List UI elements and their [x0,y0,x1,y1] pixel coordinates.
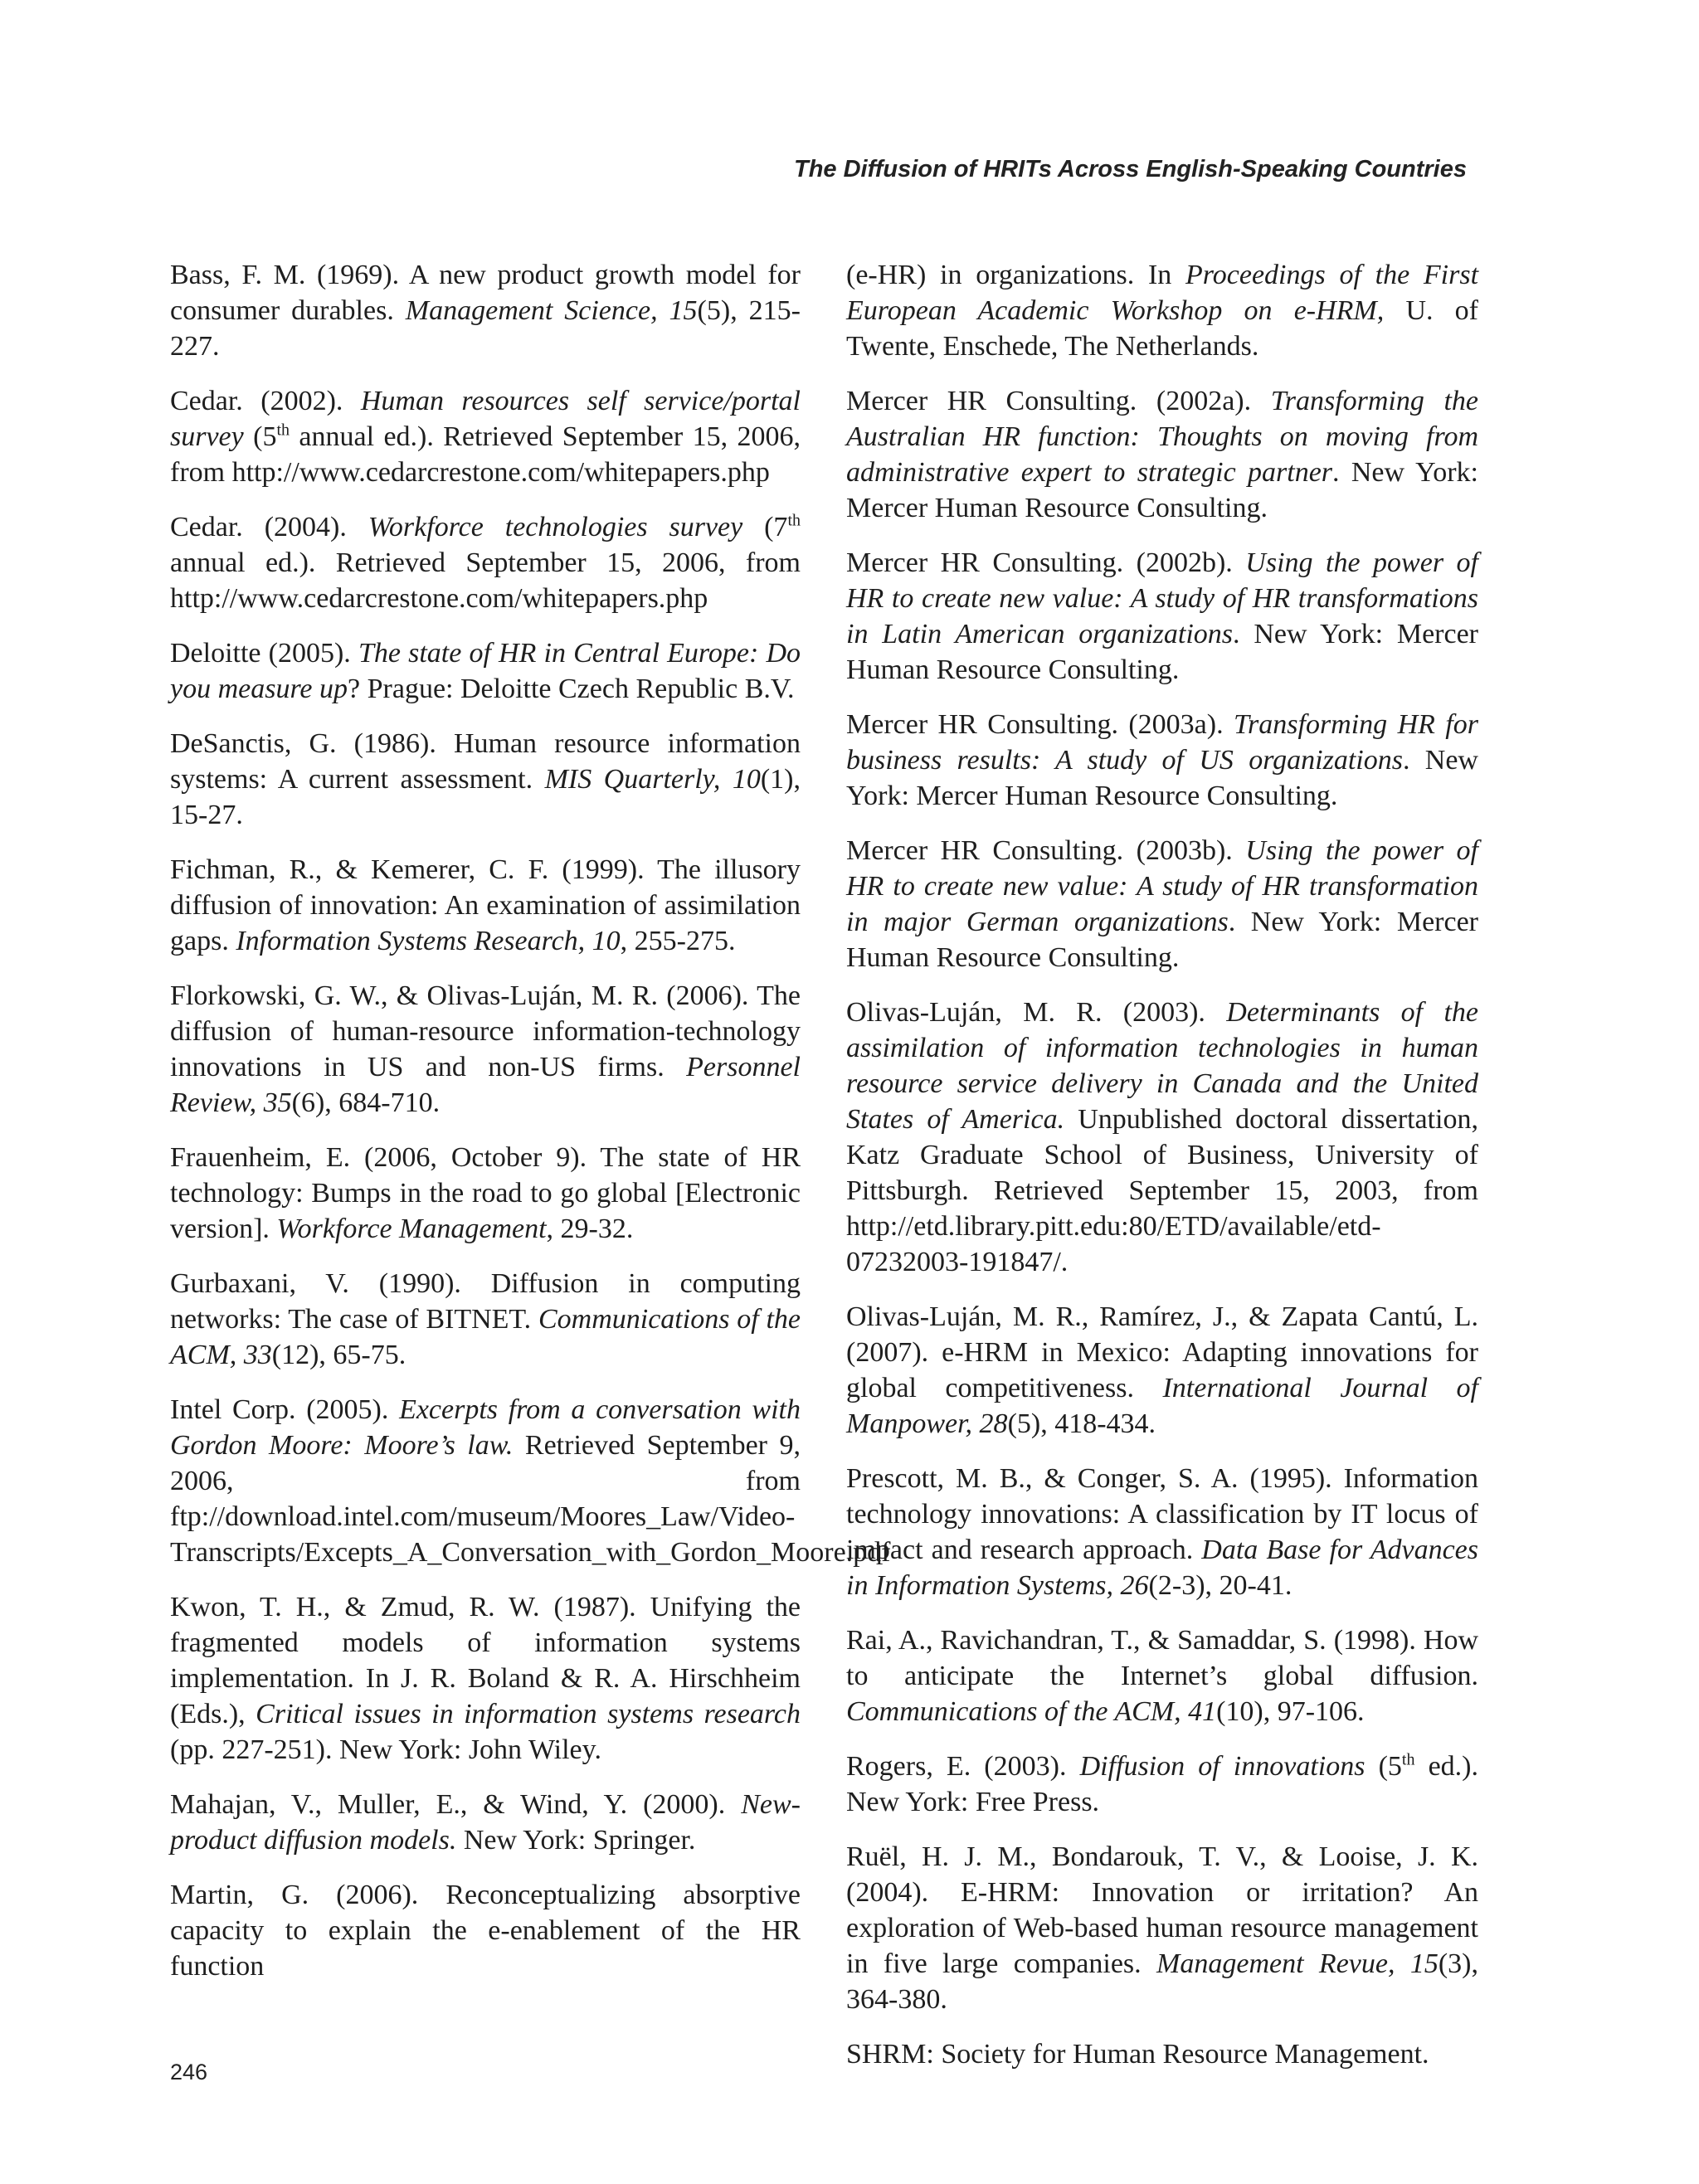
reference-text: (2-3), 20-41. [1148,1570,1293,1601]
reference-text: Unpublished doctoral dissertation, Katz Graduate School of Business, University of Pittsburgh. Retrieved September 15, 2003, from http://etd.library.pitt.edu:80/ETD/available/etd-07232003-191847/. [846,1104,1479,1277]
page-number: 246 [170,2060,208,2084]
superscript: th [1401,1750,1415,1769]
reference-text: Cedar. (2004). [170,512,368,542]
reference-entry [846,1749,1478,1820]
reference-entry [170,383,801,490]
reference-text: . New York: Mercer Human Resource Consulting. [846,907,1478,973]
italic-title: New-product diffusion models. [170,1789,801,1856]
reference-text: , 29-32. [546,1214,634,1244]
italic-title: The state of HR in Central Europe: Do you measure up [170,638,801,704]
reference-text: Florkowski, G. W., & Olivas-Luján, M. R. (2006). The diffusion of human-resource information-technology innovations in US and non-US firms. [170,980,801,1082]
reference-entry [170,1140,801,1247]
reference-text: annual ed.). Retrieved September 15, 2006, from http://www.cedarcrestone.com/whitepapers.php [170,421,801,488]
reference-text: annual ed.). Retrieved September 15, 2006, from http://www.cedarcrestone.com/whitepapers.php [170,547,801,614]
italic-title: Workforce technologies survey [368,512,743,542]
reference-entry [170,852,801,959]
italic-title: Using the power of HR to create new value: A study of HR transformations in Latin American organizations [846,547,1478,649]
reference-entry [170,1392,891,1570]
reference-entry [170,978,801,1121]
italic-title: Management Science, 15 [405,295,698,326]
reference-text: Deloitte (2005). [170,638,358,669]
reference-text: Fichman, R., & Kemerer, C. F. (1999). The illusory diffusion of innovation: An examination of assimilation gaps. [170,854,801,956]
reference-text: Rogers, E. (2003). [846,1751,1080,1782]
reference-text: (5 [1365,1751,1402,1782]
reference-text: Olivas-Luján, M. R. (2003). [846,997,1227,1028]
reference-text: (10), 97-106. [1216,1696,1365,1727]
reference-entry [170,257,801,364]
reference-text: Olivas-Luján, M. R., Ramírez, J., & Zapata Cantú, L. (2007). e-HRM in Mexico: Adapting innovations for global competitiveness. [846,1301,1478,1403]
reference-text: DeSanctis, G. (1986). Human resource information systems: A current assessment. [170,728,801,795]
reference-text: Cedar. (2002). [170,386,361,416]
reference-text: (e-HR) in organizations. In [846,260,1186,290]
reference-text: SHRM: Society for Human Resource Management. [846,2039,1429,2070]
italic-title: International Journal of Manpower, 28 [846,1373,1478,1439]
reference-text: (5), 418-434. [1007,1408,1156,1439]
reference-text: Frauenheim, E. (2006, October 9). The state of HR technology: Bumps in the road to go global [Electronic version]. [170,1142,801,1244]
italic-title: Critical issues in information systems research [256,1699,801,1729]
reference-entry [846,1299,1478,1442]
reference-text: (3), 364-380. [846,1948,1478,2015]
reference-text: Mercer HR Consulting. (2002b). [846,547,1246,578]
reference-text: Gurbaxani, V. (1990). Diffusion in computing networks: The case of BITNET. [170,1268,801,1335]
left-column [170,257,891,2003]
italic-title: Transforming HR for business results: A study of US organizations [846,709,1478,776]
italic-title: Determinants of the assimilation of information technologies in human resource service delivery in Canada and the United States of America. [846,997,1478,1135]
reference-text: Prescott, M. B., & Conger, S. A. (1995). Information technology innovations: A classification by IT locus of impact and research approach. [846,1463,1478,1565]
reference-entry [170,1877,801,1984]
reference-entry [846,1622,1478,1729]
reference-text: Kwon, T. H., & Zmud, R. W. (1987). Unifying the fragmented models of information systems implementation. In J. R. Boland & R. A. Hirschheim (Eds.), [170,1592,801,1729]
reference-entry [846,545,1478,688]
italic-title: Workforce Management [276,1214,547,1244]
reference-text: (6), 684-710. [291,1087,441,1118]
reference-entry [170,1589,801,1768]
superscript: th [276,421,290,440]
italic-title: Personnel Review, 35 [170,1052,801,1118]
reference-entry [846,1839,1478,2017]
italic-title: Information Systems Research, 10 [236,926,621,956]
reference-text: . New York: Mercer Human Resource Consulting. [846,745,1478,811]
reference-entry [170,726,801,833]
reference-text: (pp. 227-251). New York: John Wiley. [170,1734,601,1765]
italic-title: Communications of the ACM, 33 [170,1304,801,1370]
reference-text: Mahajan, V., Muller, E., & Wind, Y. (2000). [170,1789,742,1820]
reference-text: . New York: Mercer Human Resource Consulting. [846,619,1478,685]
reference-text: (5), 215-227. [170,295,801,362]
reference-text: ed.). New York: Free Press. [846,1751,1478,1817]
reference-text: . New York: Mercer Human Resource Consulting. [846,457,1478,523]
reference-entry [846,2036,1478,2072]
italic-title: Management Revue, 15 [1156,1948,1439,1979]
reference-text: Martin, G. (2006). Reconceptualizing absorptive capacity to explain the e-enablement of the HR function [170,1880,801,1982]
reference-text: (12), 65-75. [271,1340,406,1370]
reference-text: Mercer HR Consulting. (2002a). [846,386,1271,416]
reference-text: ? Prague: Deloitte Czech Republic B.V. [348,674,795,704]
reference-text: Mercer HR Consulting. (2003b). [846,835,1246,866]
italic-title: Diffusion of innovations [1079,1751,1366,1782]
italic-title: Transforming the Australian HR function: Thoughts on moving from administrative expert to strategic partner [846,386,1478,488]
reference-entry [170,635,801,707]
reference-text: U. of Twente, Enschede, The Netherlands. [846,295,1478,362]
reference-text: (7 [742,512,788,542]
reference-text: Mercer HR Consulting. (2003a). [846,709,1234,740]
reference-text: Retrieved September 9, 2006, from ftp://download.intel.com/museum/Moores_Law/Video-Transcripts/Excepts_A_Conversation_with_Gordon_Moore.pdf [170,1430,891,1568]
reference-entry [846,1461,1478,1603]
italic-title: Using the power of HR to create new value: A study of HR transformation in major German organizations [846,835,1478,937]
reference-entry [170,1787,801,1858]
italic-title: Excerpts from a conversation with Gordon Moore: Moore’s law. [170,1394,801,1461]
reference-text: Intel Corp. (2005). [170,1394,400,1425]
right-column [846,257,1478,2091]
reference-text: (5 [243,421,277,452]
reference-entry [846,833,1478,975]
italic-title: MIS Quarterly, 10 [544,764,761,795]
running-head: The Diffusion of HRITs Across English-Speaking Countries [793,156,1467,182]
reference-text: (1), 15-27. [170,764,801,830]
reference-text: Rai, A., Ravichandran, T., & Samaddar, S. (1998). How to anticipate the Internet’s global diffusion. [846,1625,1478,1691]
reference-text: Ruël, H. J. M., Bondarouk, T. V., & Looise, J. K. (2004). E-HRM: Innovation or irritation? An exploration of Web-based human resource management in five large companies. [846,1841,1478,1979]
italic-title: Proceedings of the First European Academic Workshop on e-HRM, [846,260,1479,326]
italic-title: Human resources self service/portal survey [170,386,801,452]
reference-entry [170,509,801,616]
reference-text: Bass, F. M. (1969). A new product growth model for consumer durables. [170,260,801,326]
reference-entry [846,995,1478,1280]
reference-text: New York: Springer. [456,1825,696,1856]
reference-entry [846,257,1478,364]
italic-title: Communications of the ACM, 41 [846,1696,1217,1727]
italic-title: Data Base for Advances in Information Systems, 26 [846,1535,1478,1601]
reference-entry [846,707,1478,814]
reference-entry [846,383,1478,526]
reference-text: , 255-275. [620,926,736,956]
reference-entry [170,1266,801,1373]
superscript: th [787,511,801,530]
